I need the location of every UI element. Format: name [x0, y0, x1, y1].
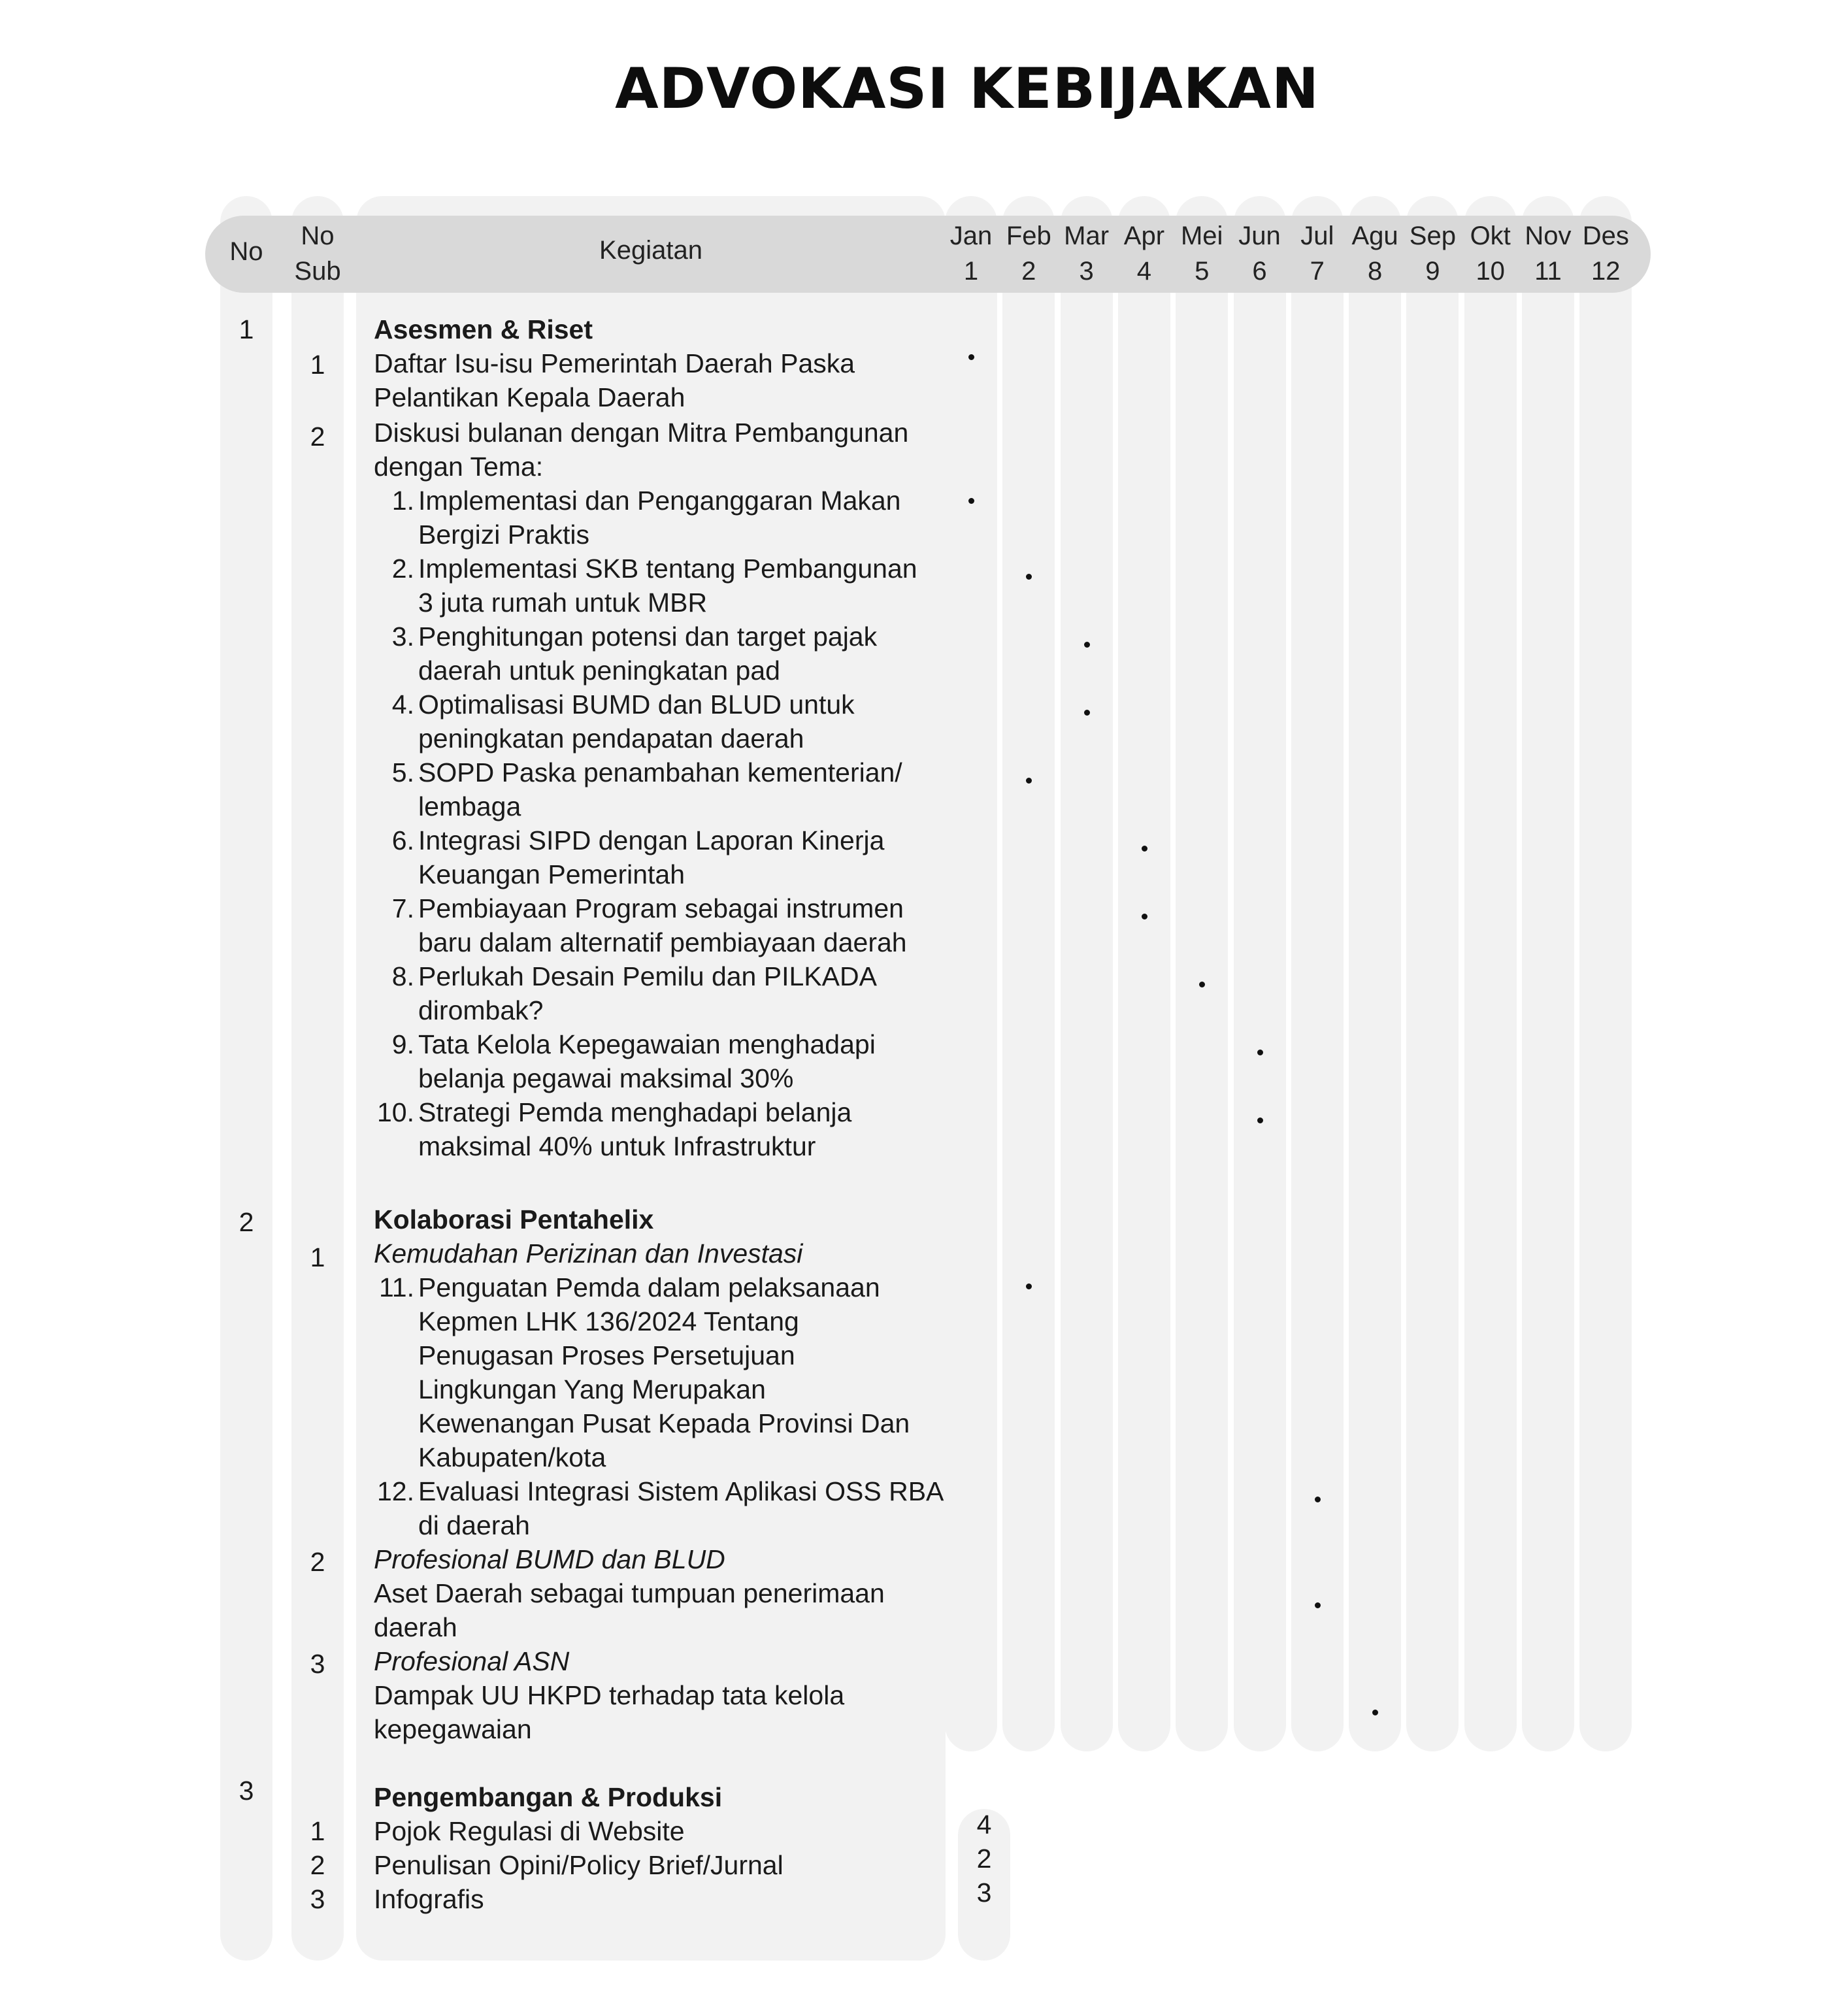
month-number: 6 — [1252, 257, 1267, 286]
month-header — [1113, 218, 1176, 289]
activity-line: peningkatan pendapatan daerah — [418, 723, 804, 753]
item-number: 8. — [391, 961, 414, 991]
activity-line: Implementasi SKB tentang Pembangunan — [418, 554, 917, 584]
month-header — [1574, 218, 1637, 289]
column-no-sub — [291, 196, 344, 1961]
header-no-sub-line2: Sub — [294, 257, 341, 286]
activity-line: Penguatan Pemda dalam pelaksanaan — [418, 1272, 880, 1302]
sub-number: 3 — [310, 1649, 325, 1679]
schedule-dot — [968, 498, 974, 504]
month-column — [1118, 196, 1170, 1751]
sub-number: 2 — [310, 422, 325, 452]
activity-line: Kepmen LHK 136/2024 Tentang — [418, 1306, 799, 1336]
month-header — [940, 218, 1002, 289]
month-number: 11 — [1534, 257, 1562, 286]
activity-line: Lingkungan Yang Merupakan — [418, 1374, 766, 1404]
month-name: Sep — [1409, 222, 1456, 250]
activity-line: Integrasi SIPD dengan Laporan Kinerja — [418, 825, 885, 855]
activity-line: Penulisan Opini/Policy Brief/Jurnal — [374, 1850, 784, 1880]
month-column — [1406, 196, 1459, 1751]
schedule-dot — [1084, 642, 1090, 648]
header-no: No — [229, 237, 263, 266]
month-column — [1061, 196, 1113, 1751]
month-number: 2 — [1021, 257, 1036, 286]
month-header — [1401, 218, 1464, 289]
output-count: 4 — [976, 1810, 992, 1840]
activity-line: Implementasi dan Penganggaran Makan — [418, 486, 901, 516]
activity-line: Aset Daerah sebagai tumpuan penerimaan — [374, 1578, 885, 1608]
month-number: 5 — [1195, 257, 1210, 286]
month-name: Apr — [1123, 222, 1165, 250]
item-number: 6. — [391, 825, 414, 855]
month-header — [1517, 218, 1579, 289]
month-number: 7 — [1310, 257, 1325, 286]
schedule-dot — [1084, 710, 1090, 716]
month-header — [1229, 218, 1291, 289]
activity-line: Bergizi Praktis — [418, 520, 590, 550]
sub-title: Profesional BUMD dan BLUD — [374, 1544, 725, 1574]
section-title: Kolaborasi Pentahelix — [374, 1204, 654, 1234]
sub-title: Profesional ASN — [374, 1646, 570, 1676]
activity-line: Pelantikan Kepala Daerah — [374, 382, 685, 412]
item-number: 3. — [391, 621, 414, 652]
sub-number: 2 — [310, 1850, 325, 1880]
page-title: ADVOKASI KEBIJAKAN — [615, 56, 1319, 122]
activity-line: Penghitungan potensi dan target pajak — [418, 621, 878, 652]
month-name: Mar — [1064, 222, 1110, 250]
month-name: Agu — [1351, 222, 1398, 250]
month-column — [1234, 196, 1286, 1751]
activity-line: Kabupaten/kota — [418, 1442, 606, 1472]
month-column — [945, 196, 997, 1751]
sub-title: Kemudahan Perizinan dan Investasi — [374, 1238, 803, 1268]
header-kegiatan: Kegiatan — [599, 236, 702, 265]
section-title: Pengembangan & Produksi — [374, 1782, 723, 1812]
sub-number: 3 — [310, 1884, 325, 1914]
month-number: 9 — [1425, 257, 1440, 286]
item-number: 12. — [377, 1476, 414, 1506]
activity-line: kepegawaian — [374, 1714, 532, 1744]
schedule-dot — [1142, 914, 1147, 919]
header-no-sub-line1: No — [301, 222, 335, 250]
header-no-sub — [291, 218, 344, 289]
month-header — [997, 218, 1060, 289]
schedule-dot — [1315, 1497, 1321, 1502]
month-name: Des — [1582, 222, 1629, 250]
activity-line: Infografis — [374, 1884, 484, 1914]
month-number: 12 — [1591, 257, 1621, 286]
item-number: 1. — [391, 486, 414, 516]
output-count: 2 — [976, 1844, 992, 1874]
activity-line: Diskusi bulanan dengan Mitra Pembangunan — [374, 418, 909, 448]
section-number: 2 — [239, 1207, 254, 1237]
month-name: Nov — [1525, 222, 1572, 250]
activity-line: Strategi Pemda menghadapi belanja — [418, 1097, 852, 1127]
sub-number: 2 — [310, 1547, 325, 1577]
schedule-dot — [1315, 1602, 1321, 1608]
month-header — [1459, 218, 1522, 289]
item-number: 2. — [391, 554, 414, 584]
activity-line: Optimalisasi BUMD dan BLUD untuk — [418, 689, 855, 720]
activity-line: Daftar Isu-isu Pemerintah Daerah Paska — [374, 348, 855, 378]
sub-number: 1 — [310, 350, 325, 380]
month-header — [1170, 218, 1233, 289]
schedule-dot — [1257, 1117, 1263, 1123]
month-header — [1286, 218, 1349, 289]
section-number: 1 — [239, 314, 254, 344]
month-column — [1002, 196, 1055, 1751]
activity-line: di daerah — [418, 1510, 530, 1540]
activity-line: dirombak? — [418, 995, 544, 1025]
month-number: 4 — [1136, 257, 1152, 286]
month-column — [1464, 196, 1517, 1751]
activity-line: 3 juta rumah untuk MBR — [418, 588, 708, 618]
activity-line: dengan Tema: — [374, 452, 544, 482]
month-name: Okt — [1470, 222, 1511, 250]
month-number: 10 — [1476, 257, 1505, 286]
sub-number: 1 — [310, 1816, 325, 1846]
month-name: Feb — [1006, 222, 1051, 250]
month-header — [1055, 218, 1118, 289]
activity-line: daerah — [374, 1612, 457, 1642]
month-column — [1522, 196, 1574, 1751]
activity-line: lembaga — [418, 791, 521, 821]
item-number: 11. — [379, 1272, 414, 1302]
month-name: Jul — [1300, 222, 1334, 250]
column-no — [220, 196, 272, 1961]
activity-line: Perlukah Desain Pemilu dan PILKADA — [418, 961, 877, 991]
schedule-dot — [968, 354, 974, 360]
item-number: 4. — [391, 689, 414, 720]
activity-line: Penugasan Proses Persetujuan — [418, 1340, 795, 1370]
output-count: 3 — [976, 1878, 992, 1908]
month-column — [1291, 196, 1344, 1751]
activity-line: Evaluasi Integrasi Sistem Aplikasi OSS RBA — [418, 1476, 944, 1506]
month-header — [1344, 218, 1406, 289]
month-column — [1349, 196, 1401, 1751]
month-name: Mei — [1180, 222, 1223, 250]
month-number: 1 — [963, 257, 979, 286]
activity-line: belanja pegawai maksimal 30% — [418, 1063, 794, 1093]
activity-line: baru dalam alternatif pembiayaan daerah — [418, 927, 907, 957]
month-column — [1176, 196, 1228, 1751]
section-title: Asesmen & Riset — [374, 314, 593, 344]
item-number: 5. — [391, 757, 414, 787]
activity-line: maksimal 40% untuk Infrastruktur — [418, 1131, 816, 1161]
sub-number: 1 — [310, 1242, 325, 1272]
activity-line: Kewenangan Pusat Kepada Provinsi Dan — [418, 1408, 910, 1438]
schedule-dot — [1142, 846, 1147, 852]
month-column — [1579, 196, 1632, 1751]
activity-line: Pembiayaan Program sebagai instrumen — [418, 893, 904, 923]
item-number: 10. — [377, 1097, 414, 1127]
activity-line: daerah untuk peningkatan pad — [418, 655, 780, 686]
month-name: Jan — [949, 222, 993, 250]
item-number: 7. — [391, 893, 414, 923]
schedule-dot — [1257, 1050, 1263, 1055]
activity-line: Tata Kelola Kepegawaian menghadapi — [418, 1029, 876, 1059]
activity-line: Pojok Regulasi di Website — [374, 1816, 685, 1846]
activity-line: Dampak UU HKPD terhadap tata kelola — [374, 1680, 845, 1710]
activity-line: Keuangan Pemerintah — [418, 859, 685, 889]
section-number: 3 — [239, 1776, 254, 1806]
activity-line: SOPD Paska penambahan kementerian/ — [418, 757, 902, 787]
month-name: Jun — [1238, 222, 1281, 250]
item-number: 9. — [391, 1029, 414, 1059]
month-number: 8 — [1367, 257, 1383, 286]
month-number: 3 — [1079, 257, 1094, 286]
